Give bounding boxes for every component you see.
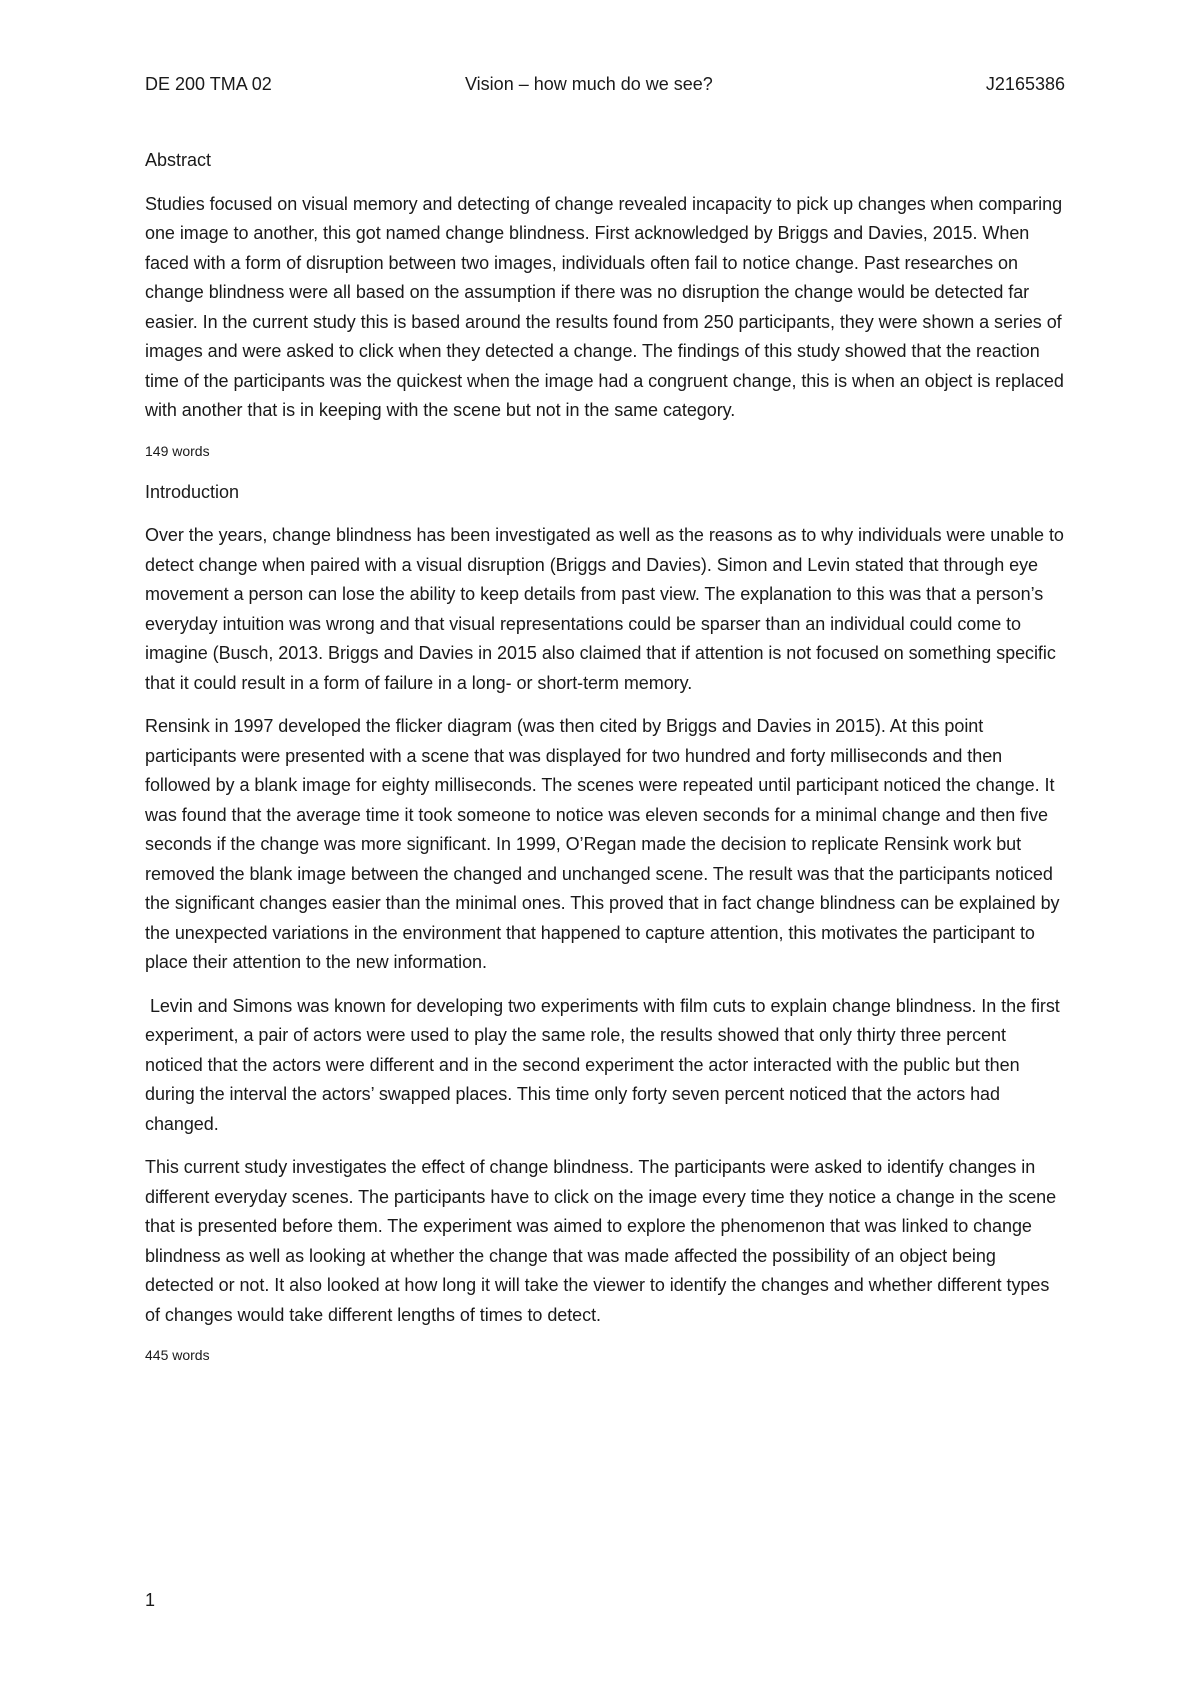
page-number: 1: [145, 1590, 156, 1610]
abstract-word-count: 149 words: [145, 442, 210, 459]
header-title: Vision – how much do we see?: [465, 74, 713, 94]
introduction-word-count: 445 words: [145, 1347, 210, 1363]
introduction-paragraph-1: Over the years, change blindness has been investigated as well as the reasons as to why individuals were unable to detect change when paired with a visual disruption (Briggs and Davies). Simon and Levin stated that through eye movement a person can lose the ability to keep details from past view. The explanation to this was that a person’s everyday intuition was wrong and that visual representations could be sparser than an individual could come to imagine (Busch, 2013. Briggs and Davies in 2015 also claimed that if attention is not focused on something specific that it could result in a form of failure in a long- or short-term memory.: [145, 525, 1064, 693]
introduction-paragraph-4: This current study investigates the effect of change blindness. The participants were asked to identify changes in different everyday scenes. The participants have to click on the image every time they notice a change in the scene that is presented before them. The experiment was aimed to explore the phenomenon that was linked to change blindness as well as looking at whether the change that was made affected the possibility of an object being detected or not. It also looked at how long it will take the viewer to identify the changes and whether different types of changes would take different lengths of times to detect.: [145, 1157, 1057, 1325]
abstract-paragraph: Studies focused on visual memory and detecting of change revealed incapacity to pick up changes when comparing one image to another, this got named change blindness. First acknowledged by Briggs and Davies, 2015. When faced with a form of disruption between two images, individuals often fail to notice change. Past researches on change blindness were all based on the assumption if there was no disruption the change would be detected far easier. In the current study this is based around the results found from 250 participants, they were shown a series of images and were asked to click when they detected a change. The findings of this study showed that the reaction time of the participants was the quickest when the image had a congruent change, this is when an object is replaced with another that is in keeping with the scene but not in the same category.: [145, 193, 1064, 420]
introduction-heading: Introduction: [145, 481, 240, 502]
running-header: [145, 74, 1065, 100]
introduction-paragraph-2: Rensink in 1997 developed the flicker diagram (was then cited by Briggs and Davies in 2015). At this point participants were presented with a scene that was displayed for two hundred and forty milliseconds and then followed by a blank image for eighty milliseconds. The scenes were repeated until participant noticed the change. It was found that the average time it took someone to notice was eleven seconds for a minimal change and then five seconds if the change was more significant. In 1999, O’Regan made the decision to replicate Rensink work but removed the blank image between the changed and unchanged scene. The result was that the participants noticed the significant changes easier than the minimal ones. This proved that in fact change blindness can be explained by the unexpected variations in the environment that happened to capture attention, this motivates the participant to place their attention to the new information.: [145, 716, 1060, 972]
document-body: [145, 146, 1067, 1382]
abstract-heading: Abstract: [145, 150, 212, 170]
header-module-code: DE 200 TMA 02: [145, 74, 272, 94]
introduction-paragraph-3: Levin and Simons was known for developing two experiments with film cuts to explain change blindness. In the first experiment, a pair of actors were used to play the same role, the results showed that only thirty three percent noticed that the actors were different and in the second experiment the actor interacted with the public but then during the interval the actors’ swapped places. This time only forty seven percent noticed that the actors had changed.: [145, 995, 1065, 1134]
header-student-id: J2165386: [985, 74, 1065, 94]
